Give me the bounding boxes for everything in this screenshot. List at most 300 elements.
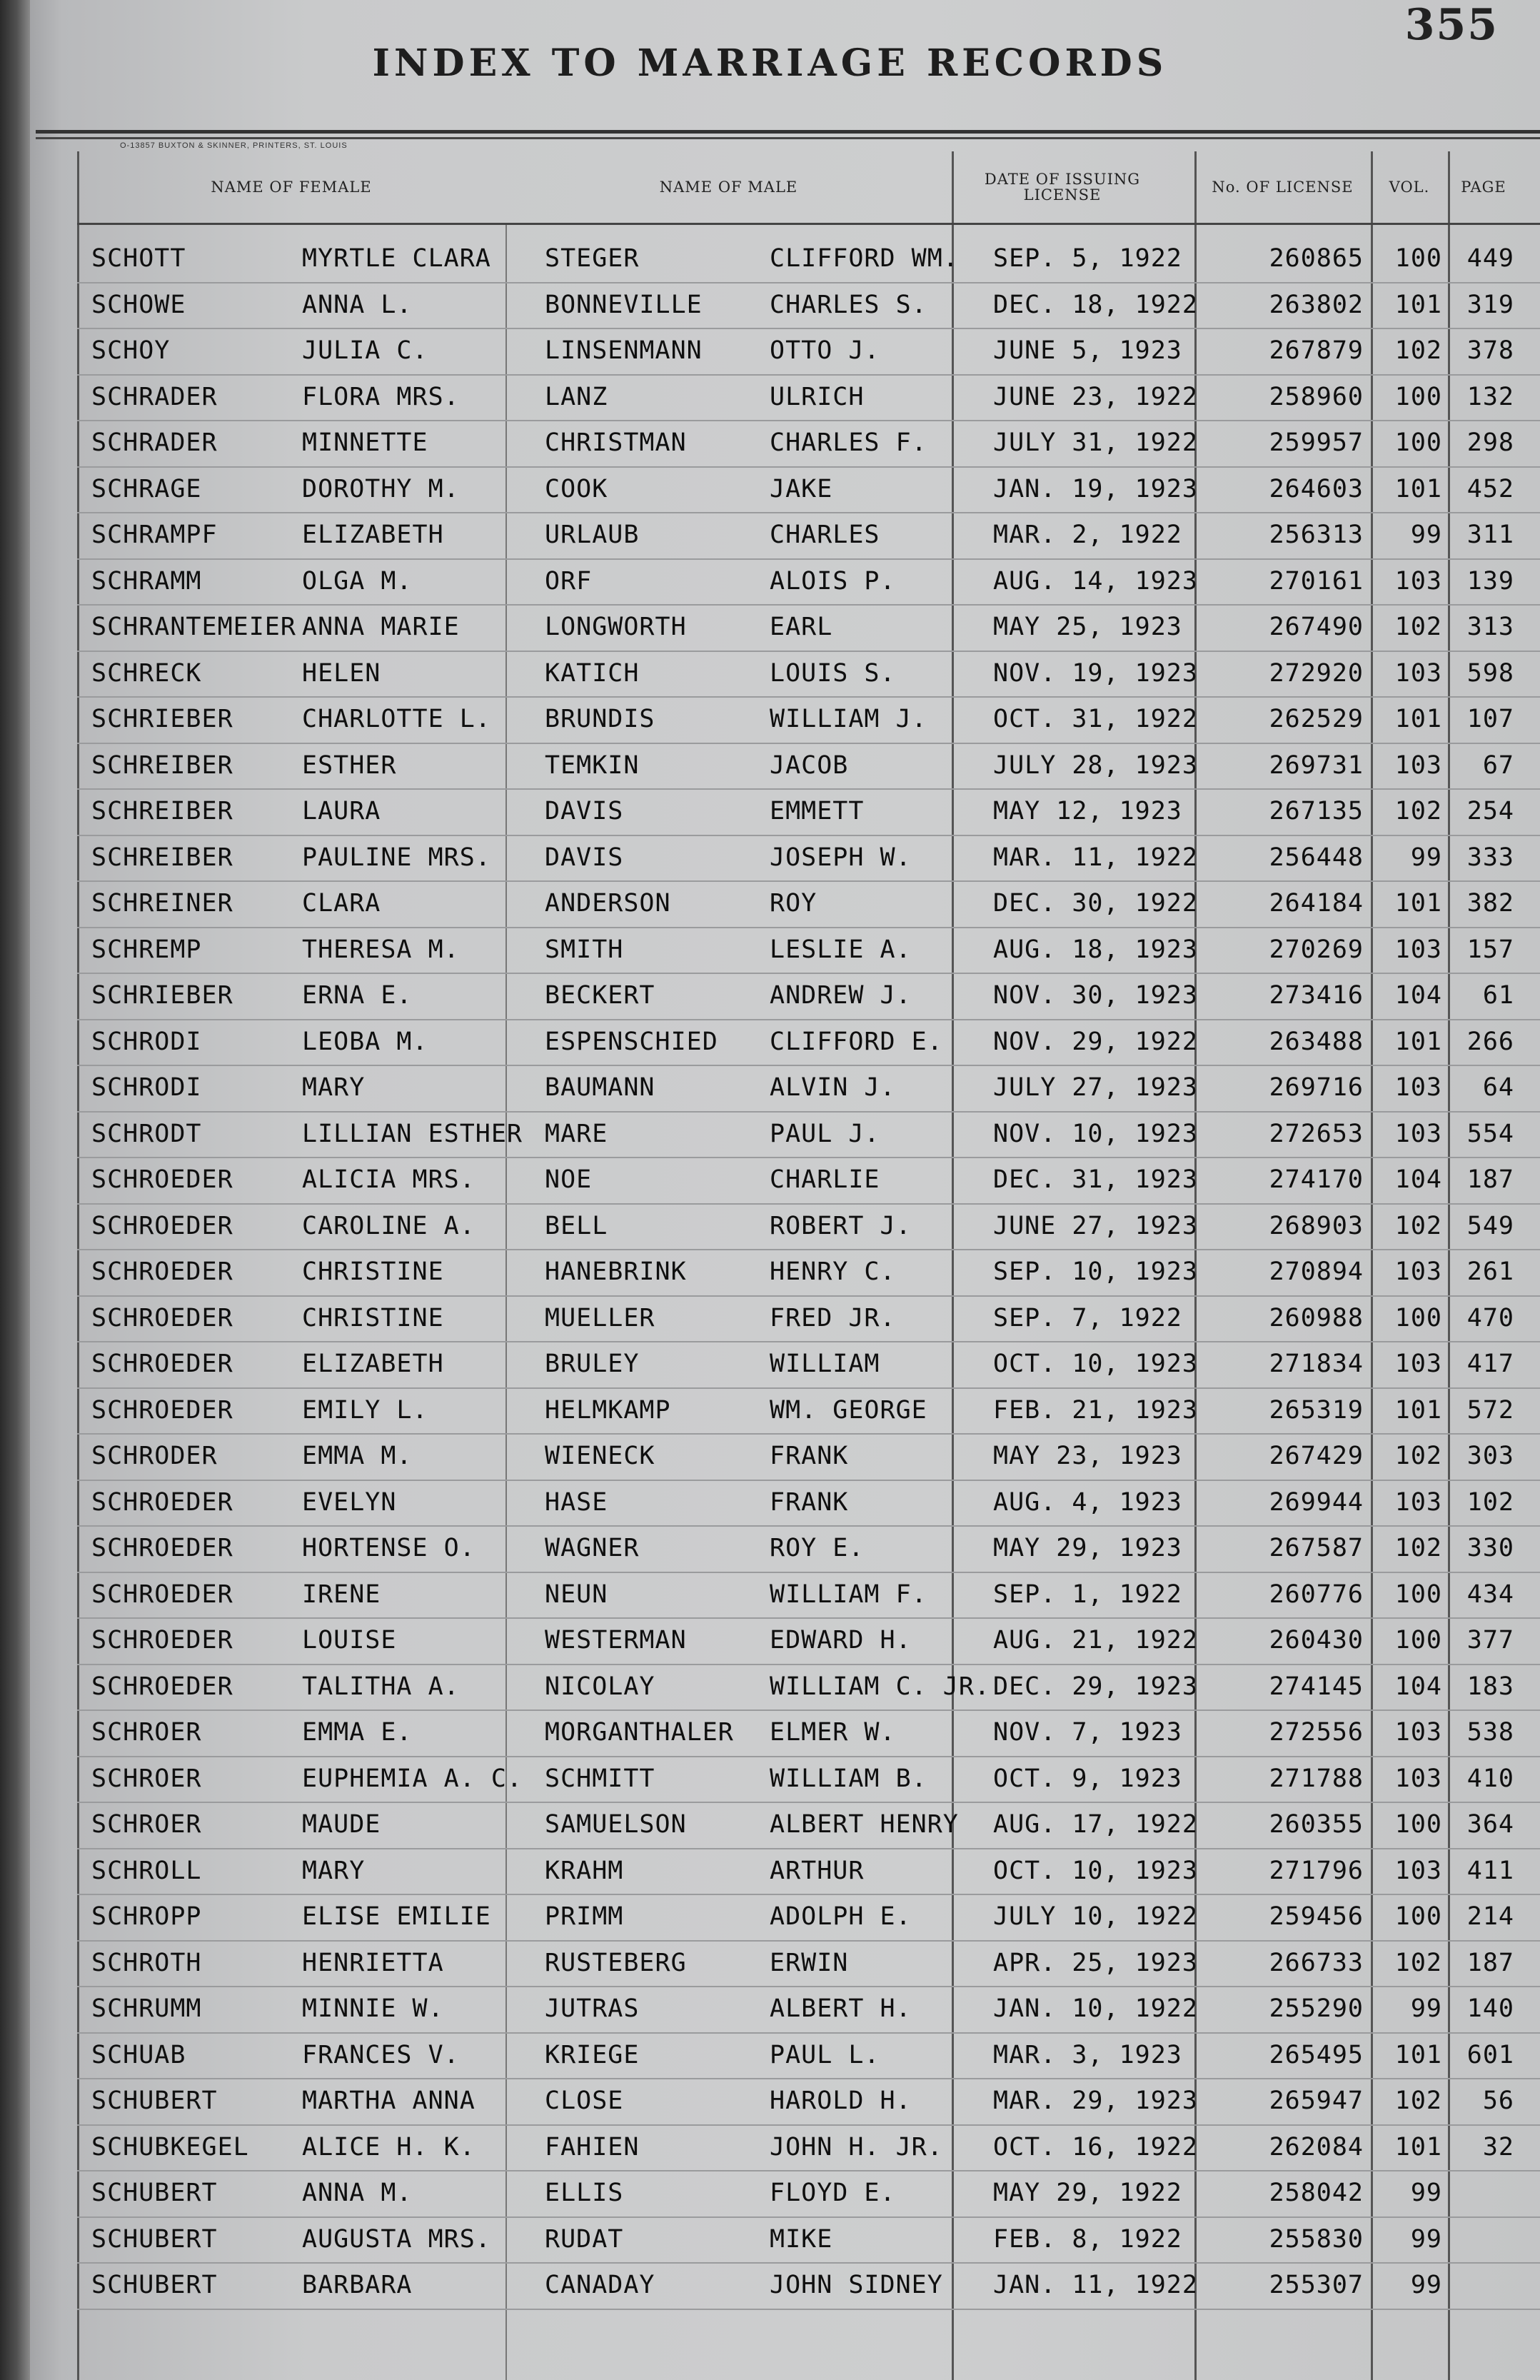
table-row [77,1387,1540,1435]
female-given-name: ERNA E. [302,981,413,1010]
page-ref: 214 [1466,1902,1514,1931]
female-surname: SCHREIBER [91,797,233,825]
page-title: INDEX TO MARRIAGE RECORDS [372,41,1168,85]
volume: 99 [1410,2179,1442,2207]
female-given-name: OLGA M. [302,566,413,596]
female-surname: SCHRUMM [91,1994,202,2023]
license-date: MAY 29, 1922 [993,2179,1182,2207]
table-row [77,973,1540,1020]
volume: 102 [1394,1442,1442,1470]
male-surname: URLAUB [545,521,640,549]
female-surname: SCHREIBER [91,750,233,780]
table-row [77,1572,1540,1620]
male-surname: PRIMM [545,1902,624,1931]
female-surname: SCHREMP [91,935,202,964]
male-surname: MORGANTHALER [545,1718,734,1747]
license-number: 260776 [1269,1580,1364,1609]
volume: 101 [1394,1027,1442,1056]
male-given-name: LESLIE A. [770,935,912,964]
female-given-name: MARY [302,1073,366,1102]
license-date: OCT. 9, 1923 [993,1764,1182,1793]
female-given-name: AUGUSTA MRS. [302,2224,491,2254]
male-surname: COOK [545,474,608,503]
license-number: 272556 [1269,1718,1364,1747]
female-given-name: HORTENSE O. [302,1534,475,1562]
table-row [77,743,1540,790]
license-date: MAR. 3, 1923 [993,2040,1182,2069]
volume: 99 [1410,1994,1442,2023]
license-date: AUG. 4, 1923 [993,1487,1182,1517]
table-row [77,1157,1540,1205]
male-given-name: JACOB [770,750,849,780]
license-number: 265947 [1269,2087,1364,2115]
page-ref: 254 [1466,797,1514,825]
male-surname: WESTERMAN [545,1626,687,1655]
license-number: 262084 [1269,2132,1364,2161]
male-surname: KATICH [545,658,640,688]
volume: 99 [1410,2224,1442,2254]
female-surname: SCHRANTEMEIER [91,613,296,641]
table-row [77,1756,1540,1804]
license-date: JUNE 23, 1922 [993,382,1198,411]
volume: 101 [1394,474,1442,503]
license-date: JAN. 11, 1922 [993,2271,1198,2299]
female-surname: SCHRAMM [91,566,202,596]
license-number: 260430 [1269,1626,1364,1655]
male-given-name: WM. GEORGE [770,1395,927,1425]
male-surname: NEUN [545,1580,608,1609]
license-date: FEB. 8, 1922 [993,2224,1182,2254]
table-row [77,1848,1540,1896]
table-row [77,1617,1540,1665]
female-given-name: EVELYN [302,1487,397,1517]
female-surname: SCHRODER [91,1442,218,1470]
license-number: 263488 [1269,1027,1364,1056]
license-date: FEB. 21, 1923 [993,1395,1198,1425]
volume: 100 [1394,1902,1442,1931]
female-given-name: CHARLOTTE L. [302,705,491,733]
page-ref: 157 [1466,935,1514,964]
volume: 100 [1394,1810,1442,1839]
male-given-name: JAKE [770,474,833,503]
male-surname: DAVIS [545,797,624,825]
male-given-name: FRANK [770,1487,849,1517]
page-ref: 319 [1466,290,1514,319]
female-given-name: MINNETTE [302,428,428,457]
volume: 101 [1394,2040,1442,2069]
female-surname: SCHRODI [91,1073,202,1102]
license-date: JULY 28, 1923 [993,750,1198,780]
license-date: JULY 31, 1922 [993,428,1198,457]
license-date: NOV. 19, 1923 [993,658,1198,688]
page-ref: 311 [1466,521,1514,549]
license-date: OCT. 16, 1922 [993,2132,1198,2161]
page-ref: 452 [1466,474,1514,503]
male-given-name: CHARLIE [770,1165,880,1194]
volume: 103 [1394,750,1442,780]
license-number: 266733 [1269,1948,1364,1977]
top-rule [36,130,1540,134]
page-ref: 56 [1482,2087,1514,2115]
header-female: NAME OF FEMALE [211,179,372,196]
male-surname: BRULEY [545,1350,640,1378]
male-surname: RUSTEBERG [545,1948,687,1977]
license-date: NOV. 7, 1923 [993,1718,1182,1747]
female-given-name: EMILY L. [302,1395,428,1425]
license-date: DEC. 18, 1922 [993,290,1198,319]
male-surname: RUDAT [545,2224,624,2254]
volume: 102 [1394,1534,1442,1562]
volume: 103 [1394,1119,1442,1148]
female-given-name: ALICIA MRS. [302,1165,475,1194]
male-given-name: HENRY C. [770,1257,896,1286]
book-binding [0,0,30,2380]
volume: 104 [1394,1165,1442,1194]
table-row [77,788,1540,836]
table-row [77,1341,1540,1389]
volume: 102 [1394,613,1442,641]
table-row [77,2032,1540,2080]
female-surname: SCHUBERT [91,2271,218,2299]
female-given-name: DOROTHY M. [302,474,460,503]
table-row [77,558,1540,606]
male-surname: BONNEVILLE [545,290,703,319]
license-number: 256313 [1269,521,1364,549]
table-row [77,835,1540,883]
page-ref: 330 [1466,1534,1514,1562]
female-surname: SCHRIEBER [91,705,233,733]
female-surname: SCHROER [91,1718,202,1747]
female-surname: SCHRODT [91,1119,202,1148]
male-given-name: ULRICH [770,382,865,411]
page-ref: 549 [1466,1211,1514,1240]
page-ref: 434 [1466,1580,1514,1609]
header-page: PAGE [1461,179,1506,196]
male-given-name: JOSEPH W. [770,843,912,872]
table-row [77,1433,1540,1481]
male-given-name: CLIFFORD E. [770,1027,943,1056]
male-given-name: ADOLPH E. [770,1902,912,1931]
male-given-name: FRED JR. [770,1303,896,1332]
table-row [77,1664,1540,1712]
female-given-name: BARBARA [302,2271,413,2299]
table-row [77,236,1540,283]
female-surname: SCHUBERT [91,2179,218,2207]
page-ref: 554 [1466,1119,1514,1148]
male-given-name: WILLIAM C. JR. [770,1672,991,1701]
male-surname: ELLIS [545,2179,624,2207]
female-given-name: CLARA [302,889,381,918]
page-ref: 303 [1466,1442,1514,1470]
license-date: NOV. 30, 1923 [993,981,1198,1010]
female-given-name: CHRISTINE [302,1303,444,1332]
license-number: 267490 [1269,613,1364,641]
male-surname: SAMUELSON [545,1810,687,1839]
license-number: 270161 [1269,566,1364,596]
male-given-name: CHARLES S. [770,290,927,319]
license-date: JULY 27, 1923 [993,1073,1198,1102]
male-surname: MUELLER [545,1303,655,1332]
license-number: 260865 [1269,244,1364,273]
table-row [77,420,1540,468]
volume: 103 [1394,1764,1442,1793]
male-surname: CHRISTMAN [545,428,687,457]
license-number: 258960 [1269,382,1364,411]
license-date: SEP. 10, 1923 [993,1257,1198,1286]
female-given-name: CAROLINE A. [302,1211,475,1240]
page-ref: 377 [1466,1626,1514,1655]
female-surname: SCHREINER [91,889,233,918]
male-given-name: EDWARD H. [770,1626,912,1655]
marriage-index-table [77,151,1540,2380]
page-ref: 298 [1466,428,1514,457]
male-given-name: MIKE [770,2224,833,2254]
female-surname: SCHRECK [91,658,202,688]
male-given-name: JOHN H. JR. [770,2132,943,2161]
license-number: 265495 [1269,2040,1364,2069]
female-surname: SCHUBERT [91,2087,218,2115]
table-row [77,374,1540,422]
female-surname: SCHRIEBER [91,981,233,1010]
volume: 100 [1394,382,1442,411]
female-given-name: ESTHER [302,750,397,780]
male-surname: WIENECK [545,1442,655,1470]
table-row [77,927,1540,975]
male-given-name: WILLIAM B. [770,1764,927,1793]
license-number: 260988 [1269,1303,1364,1332]
male-surname: SMITH [545,935,624,964]
male-given-name: PAUL J. [770,1119,880,1148]
male-surname: FAHIEN [545,2132,640,2161]
female-surname: SCHROEDER [91,1303,233,1332]
male-given-name: ROBERT J. [770,1211,912,1240]
page-ref: 417 [1466,1350,1514,1378]
female-surname: SCHRAMPF [91,521,218,549]
volume: 103 [1394,1856,1442,1885]
table-row [77,2078,1540,2126]
male-surname: NOE [545,1165,593,1194]
page-ref: 313 [1466,613,1514,641]
license-date: MAY 25, 1923 [993,613,1182,641]
page-ref: 140 [1466,1994,1514,2023]
license-date: APR. 25, 1923 [993,1948,1198,1977]
volume: 103 [1394,1350,1442,1378]
female-surname: SCHREIBER [91,843,233,872]
male-given-name: WILLIAM J. [770,705,927,733]
volume: 99 [1410,2271,1442,2299]
male-surname: HANEBRINK [545,1257,687,1286]
male-surname: CLOSE [545,2087,624,2115]
male-surname: DAVIS [545,843,624,872]
female-given-name: TALITHA A. [302,1672,460,1701]
page-ref: 410 [1466,1764,1514,1793]
table-row [77,282,1540,330]
female-given-name: MARY [302,1856,366,1885]
volume: 103 [1394,658,1442,688]
top-rule-secondary [36,137,1540,139]
volume: 102 [1394,2087,1442,2115]
female-surname: SCHOWE [91,290,186,319]
table-row [77,2124,1540,2172]
page-ref: 449 [1466,244,1514,273]
license-number: 267135 [1269,797,1364,825]
male-given-name: ERWIN [770,1948,849,1977]
header-license: No. OF LICENSE [1212,179,1354,196]
license-date: AUG. 21, 1922 [993,1626,1198,1655]
license-number: 255290 [1269,1994,1364,2023]
volume: 99 [1410,843,1442,872]
female-given-name: MYRTLE CLARA [302,244,491,273]
male-surname: JUTRAS [545,1994,640,2023]
volume: 103 [1394,1487,1442,1517]
license-number: 274145 [1269,1672,1364,1701]
male-given-name: EMMETT [770,797,865,825]
volume: 103 [1394,566,1442,596]
female-surname: SCHUBERT [91,2224,218,2254]
female-given-name: LILLIAN ESTHER [302,1119,523,1148]
volume: 100 [1394,244,1442,273]
table-row [77,2262,1540,2310]
table-row [77,512,1540,560]
female-given-name: HELEN [302,658,381,688]
volume: 99 [1410,521,1442,549]
volume: 101 [1394,290,1442,319]
volume: 102 [1394,336,1442,365]
female-surname: SCHROEDER [91,1487,233,1517]
male-surname: ORF [545,566,593,596]
male-given-name: OTTO J. [770,336,880,365]
page-ref: 32 [1482,2132,1514,2161]
male-given-name: ELMER W. [770,1718,896,1747]
license-date: DEC. 30, 1922 [993,889,1198,918]
female-surname: SCHRODI [91,1027,202,1056]
license-number: 272653 [1269,1119,1364,1148]
table-row [77,1525,1540,1573]
volume: 101 [1394,705,1442,733]
female-given-name: PAULINE MRS. [302,843,491,872]
license-date: AUG. 18, 1923 [993,935,1198,964]
female-surname: SCHRAGE [91,474,202,503]
volume: 103 [1394,935,1442,964]
female-given-name: ALICE H. K. [302,2132,475,2161]
male-given-name: WILLIAM F. [770,1580,927,1609]
male-surname: LONGWORTH [545,613,687,641]
license-date: NOV. 10, 1923 [993,1119,1198,1148]
license-date: MAY 23, 1923 [993,1442,1182,1470]
male-given-name: LOUIS S. [770,658,896,688]
male-given-name: JOHN SIDNEY [770,2271,943,2299]
female-given-name: EMMA E. [302,1718,413,1747]
table-row [77,1019,1540,1067]
license-number: 259957 [1269,428,1364,457]
male-surname: NICOLAY [545,1672,655,1701]
license-date: NOV. 29, 1922 [993,1027,1198,1056]
female-surname: SCHROER [91,1764,202,1793]
license-date: DEC. 31, 1923 [993,1165,1198,1194]
male-surname: WAGNER [545,1534,640,1562]
page-ref: 411 [1466,1856,1514,1885]
volume: 102 [1394,1211,1442,1240]
page-ref: 378 [1466,336,1514,365]
table-row [77,1295,1540,1343]
male-given-name: FRANK [770,1442,849,1470]
license-date: OCT. 10, 1923 [993,1350,1198,1378]
female-surname: SCHROEDER [91,1672,233,1701]
female-given-name: JULIA C. [302,336,428,365]
female-given-name: ELIZABETH [302,521,444,549]
license-date: MAY 12, 1923 [993,797,1182,825]
table-row [77,880,1540,928]
male-surname: BECKERT [545,981,655,1010]
page-ref: 572 [1466,1395,1514,1425]
page-ref: 183 [1466,1672,1514,1701]
page-ref: 598 [1466,658,1514,688]
page-ref: 261 [1466,1257,1514,1286]
male-surname: SCHMITT [545,1764,655,1793]
female-given-name: ANNA M. [302,2179,413,2207]
male-given-name: EARL [770,613,833,641]
page-ref: 102 [1466,1487,1514,1517]
table-header [77,151,1540,225]
header-male: NAME OF MALE [659,179,798,196]
license-date: MAR. 2, 1922 [993,521,1182,549]
male-surname: CANADAY [545,2271,655,2299]
female-given-name: FRANCES V. [302,2040,460,2069]
license-number: 271796 [1269,1856,1364,1885]
license-number: 269731 [1269,750,1364,780]
license-date: SEP. 5, 1922 [993,244,1182,273]
female-given-name: MARTHA ANNA [302,2087,475,2115]
volume: 104 [1394,981,1442,1010]
table-row [77,1065,1540,1113]
male-given-name: FLOYD E. [770,2179,896,2207]
license-number: 264603 [1269,474,1364,503]
page-ref: 139 [1466,566,1514,596]
license-date: MAR. 11, 1922 [993,843,1198,872]
license-number: 255307 [1269,2271,1364,2299]
male-given-name: ALBERT HENRY [770,1810,959,1839]
page-ref: 333 [1466,843,1514,872]
female-given-name: CHRISTINE [302,1257,444,1286]
page-ref: 266 [1466,1027,1514,1056]
male-given-name: PAUL L. [770,2040,880,2069]
license-number: 274170 [1269,1165,1364,1194]
volume: 101 [1394,2132,1442,2161]
female-surname: SCHROEDER [91,1211,233,1240]
license-date: JUNE 27, 1923 [993,1211,1198,1240]
license-date: AUG. 17, 1922 [993,1810,1198,1839]
license-number: 262529 [1269,705,1364,733]
license-number: 267879 [1269,336,1364,365]
female-surname: SCHOTT [91,244,186,273]
female-given-name: ELISE EMILIE [302,1902,491,1931]
table-row [77,466,1540,514]
license-date: MAY 29, 1923 [993,1534,1182,1562]
female-given-name: LOUISE [302,1626,397,1655]
male-surname: LINSENMANN [545,336,703,365]
male-given-name: ROY E. [770,1534,865,1562]
page-number: 355 [1404,0,1499,50]
male-given-name: HAROLD H. [770,2087,912,2115]
male-given-name: ROY [770,889,817,918]
table-row [77,1709,1540,1757]
page-ref: 61 [1482,981,1514,1010]
volume: 101 [1394,889,1442,918]
license-date: JAN. 10, 1922 [993,1994,1198,2023]
volume: 100 [1394,1580,1442,1609]
table-row [77,1203,1540,1251]
male-given-name: CHARLES [770,521,880,549]
